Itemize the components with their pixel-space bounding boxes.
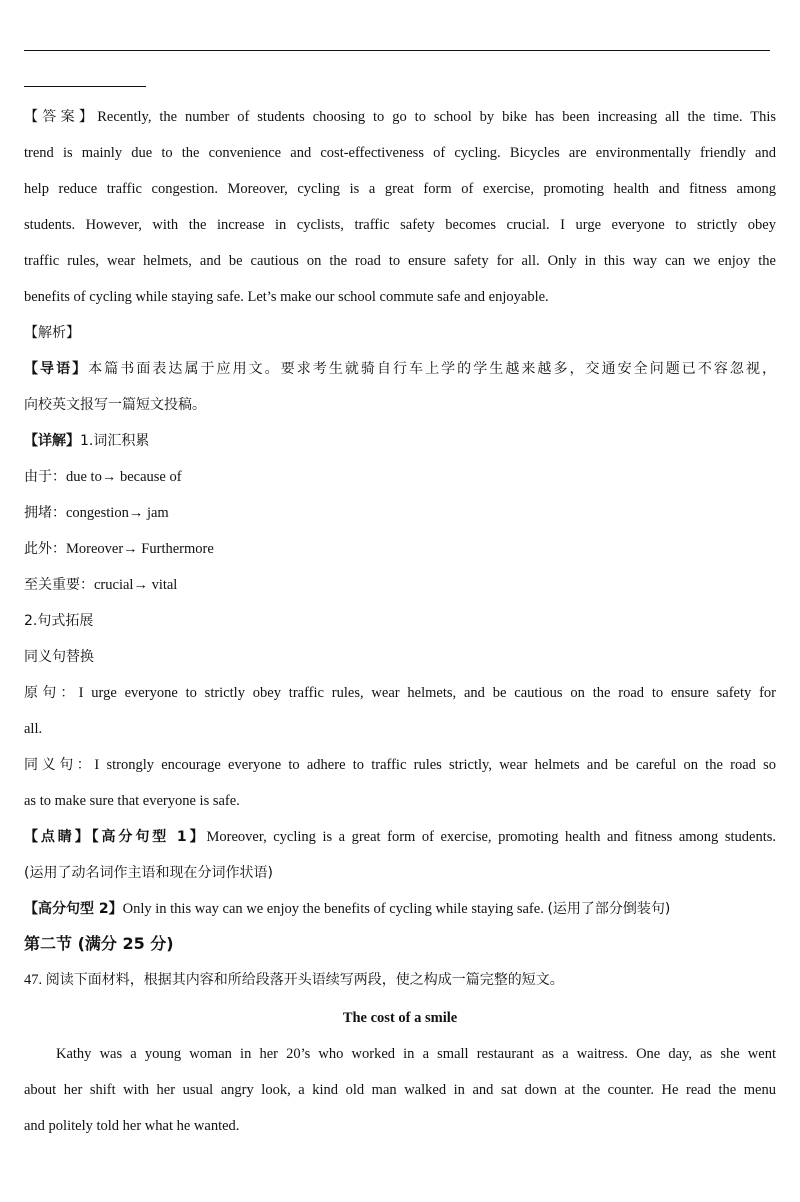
synonym-line-2: as to make sure that everyone is safe. (24, 793, 240, 809)
story-line-1: Kathy was a young woman in her 20’s who worked in a small restaurant as a waitress. One day, as she went (56, 1046, 776, 1062)
answer-line-2: trend is mainly due to the convenience and cost-effectiveness of cycling. Bicycles are environmentally friendly and (24, 145, 776, 161)
vocab-item (24, 576, 776, 594)
story-line-3: and politely told her what he wanted. (24, 1118, 240, 1134)
answer-line-6: benefits of cycling while staying safe. Let’s make our school commute safe and enjoyable. (24, 289, 549, 305)
answer-tag: 【答案】 (24, 109, 98, 125)
answer-line-3: help reduce traffic congestion. Moreover, cycling is a great form of exercise, promoting health and fitness among (24, 181, 776, 197)
detail-title: 1.词汇积累 (80, 433, 150, 449)
intro-line-1 (24, 360, 776, 378)
sentence-title: 2.句式拓展 (24, 613, 94, 629)
intro-tag: 【导语】 (24, 361, 89, 377)
original-label: 原句： (24, 685, 79, 701)
vocab-item (24, 540, 776, 558)
type1-text: Moreover, cycling is a great form of exercise, promoting health and fitness among students. (206, 829, 776, 845)
synonym-text: I strongly encourage everyone to adhere to traffic rules strictly, wear helmets and be careful on the road so (94, 757, 777, 773)
question-number: 47. (24, 972, 43, 988)
vocab-en: crucial→ vital (94, 577, 178, 593)
original-line-1 (24, 684, 776, 702)
answer-line-4: students. However, with the increase in cyclists, traffic safety becomes crucial. I urge everyone to strictly obey (24, 217, 776, 233)
synonym-title: 同义句替换 (24, 649, 94, 665)
synonym-label: 同义句： (24, 757, 95, 773)
type2-tag: 【高分句型 2】 (24, 901, 123, 917)
point-line-1 (24, 828, 776, 846)
type1-tag: 【高分句型 1】 (91, 829, 207, 845)
type1-note: (运用了动名词作主语和现在分词作状语) (24, 865, 273, 881)
vocab-en: congestion→ jam (66, 505, 169, 521)
vocab-cn: 由于： (24, 469, 66, 485)
vocab-item (24, 468, 776, 486)
point-tag: 【点睛】 (24, 829, 92, 845)
vocab-en: Moreover→ Furthermore (66, 541, 214, 557)
story-line-2: about her shift with her usual angry look, a kind old man walked in and sat down at the counter. He read the menu (24, 1082, 776, 1098)
answer-line-5: traffic rules, wear helmets, and be cautious on the road to ensure safety for all. Only in this way can we enjoy the (24, 253, 776, 269)
vocab-cn: 拥堵： (24, 505, 66, 521)
section-title: 第二节 (满分 25 分) (24, 934, 174, 953)
analysis-tag: 【解析】 (24, 325, 80, 341)
original-line-2: all. (24, 721, 43, 737)
writing-line-short (24, 86, 146, 87)
synonym-line-1 (24, 756, 776, 774)
intro-line-2: 向校英文报写一篇短文投稿。 (24, 397, 206, 413)
answer-text: Recently, the number of students choosing to go to school by bike has been increasing all the time. This (97, 109, 776, 125)
writing-line (24, 50, 770, 51)
story-title: The cost of a smile (342, 1010, 458, 1026)
answer-line-1 (24, 108, 776, 126)
vocab-en: due to→ because of (66, 469, 182, 485)
question-line (24, 971, 776, 989)
original-text: I urge everyone to strictly obey traffic rules, wear helmets, and be cautious on the road to ensure safety for (78, 685, 777, 701)
type2-text: Only in this way can we enjoy the benefits of cycling while staying safe. (122, 901, 544, 917)
question-instruction: 阅读下面材料，根据其内容和所给段落开头语续写两段，使之构成一篇完整的短文。 (45, 972, 564, 988)
detail-heading (24, 432, 776, 450)
type2-note: (运用了部分倒装句) (547, 901, 671, 917)
vocab-cn: 至关重要： (24, 577, 94, 593)
vocab-item (24, 504, 776, 522)
type2-line (24, 900, 776, 918)
vocab-cn: 此外： (24, 541, 66, 557)
intro-text: 本篇书面表达属于应用文。要求考生就骑自行车上学的学生越来越多，交通安全问题已不容忽视， (88, 361, 777, 377)
detail-tag: 【详解】 (24, 433, 80, 449)
